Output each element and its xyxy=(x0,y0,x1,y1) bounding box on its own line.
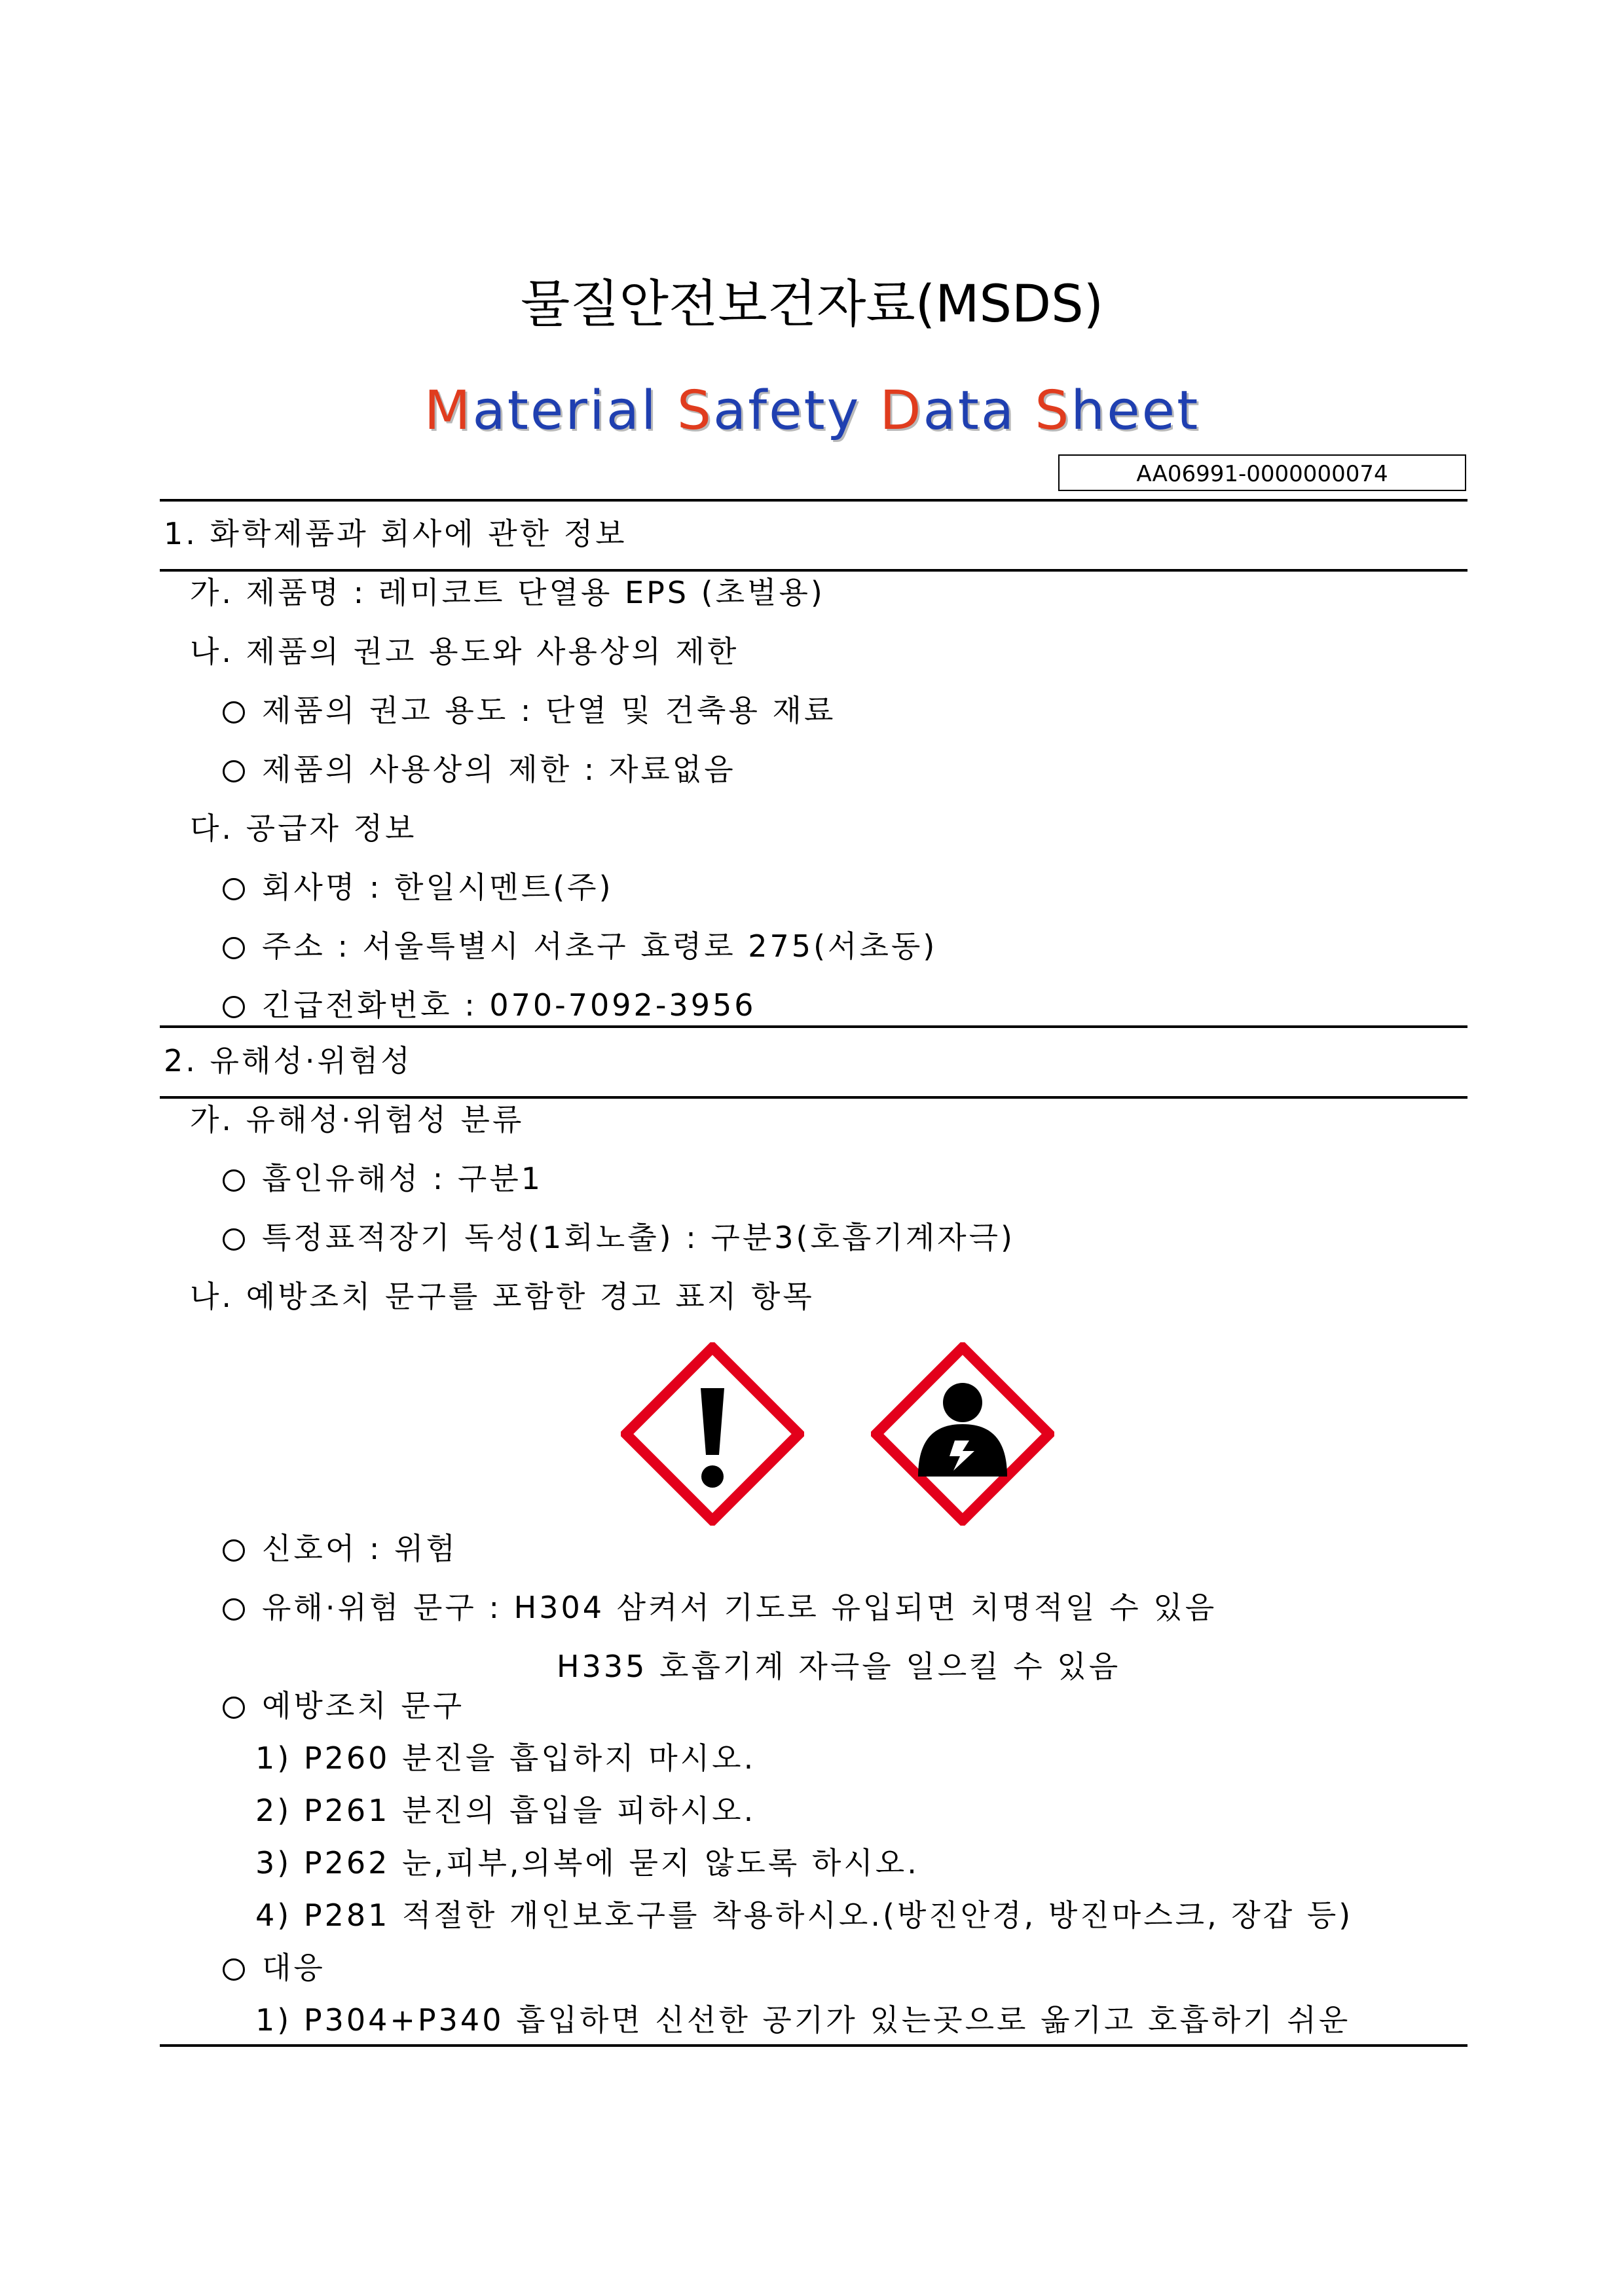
bullet-circle-icon xyxy=(223,701,245,724)
precaution-heading: 예방조치 문구 xyxy=(223,1686,464,1725)
bullet-circle-icon xyxy=(223,1958,245,1981)
bullet-circle-icon xyxy=(223,878,245,900)
document-number-box: AA06991-0000000074 xyxy=(1058,454,1466,491)
section2-heading: 2. 유해성·위험성 xyxy=(164,1043,413,1078)
label-elements-heading: 나. 예방조치 문구를 포함한 경고 표지 항목 xyxy=(190,1279,815,1314)
bullet-circle-icon xyxy=(223,1697,245,1719)
response-heading: 대응 xyxy=(223,1948,325,1987)
section1-top-rule xyxy=(160,499,1467,502)
list-item: 흡인유해성 : 구분1 xyxy=(223,1159,543,1198)
product-name-line: 가. 제품명 : 레미코트 단열용 EPS (초벌용) xyxy=(190,575,825,610)
exclamation-mark-pictogram-icon xyxy=(621,1342,804,1526)
recommended-use-heading: 나. 제품의 권고 용도와 사용상의 제한 xyxy=(190,634,739,669)
document-title-korean: 물질안전보건자료(MSDS) xyxy=(520,275,1104,334)
section2-heading-rule xyxy=(160,1096,1467,1099)
health-hazard-pictogram-icon xyxy=(871,1342,1054,1526)
title-word-data: Data xyxy=(879,380,1016,442)
list-item: 회사명 : 한일시멘트(주) xyxy=(223,868,614,907)
section1-heading: 1. 화학제품과 회사에 관한 정보 xyxy=(164,516,627,551)
hazard-classification-heading: 가. 유해성·위험성 분류 xyxy=(190,1102,525,1137)
list-item: 제품의 권고 용도 : 단열 및 건축용 재료 xyxy=(223,691,836,730)
hazard-statement-h335: H335 호흡기계 자극을 일으킬 수 있음 xyxy=(557,1649,1121,1684)
response-item: 1) P304+P340 흡입하면 신선한 공기가 있는곳으로 옮기고 호흡하기 쉬운 xyxy=(255,2002,1351,2038)
supplier-heading: 다. 공급자 정보 xyxy=(190,811,417,846)
bullet-circle-icon xyxy=(223,1598,245,1621)
list-item: 제품의 사용상의 제한 : 자료없음 xyxy=(223,750,736,789)
bullet-circle-icon xyxy=(223,996,245,1018)
signal-word-line: 신호어 : 위험 xyxy=(223,1529,458,1568)
bullet-circle-icon xyxy=(223,937,245,959)
title-word-material: Material xyxy=(424,380,658,442)
title-word-safety: Safety xyxy=(676,380,861,442)
list-item: 특정표적장기 독성(1회노출) : 구분3(호흡기계자극) xyxy=(223,1218,1015,1257)
page-bottom-rule xyxy=(160,2044,1467,2047)
list-item: 주소 : 서울특별시 서초구 효령로 275(서초동) xyxy=(223,927,937,966)
document-title-english xyxy=(0,378,1624,444)
section1-heading-rule xyxy=(160,569,1467,572)
bullet-circle-icon xyxy=(223,1169,245,1192)
bullet-circle-icon xyxy=(223,1539,245,1562)
bullet-circle-icon xyxy=(223,760,245,782)
precaution-item: 2) P261 분진의 흡입을 피하시오. xyxy=(255,1793,756,1828)
title-word-sheet: Sheet xyxy=(1035,380,1200,442)
list-item: 긴급전화번호 : 070-7092-3956 xyxy=(223,985,756,1025)
bullet-circle-icon xyxy=(223,1228,245,1251)
precaution-item: 4) P281 적절한 개인보호구를 착용하시오.(방진안경, 방진마스크, 장갑 등) xyxy=(255,1898,1354,1933)
section2-top-rule xyxy=(160,1025,1467,1028)
precaution-item: 3) P262 눈,피부,의복에 묻지 않도록 하시오. xyxy=(255,1845,919,1881)
hazard-statement-line: 유해·위험 문구 : H304 삼켜서 기도로 유입되면 치명적일 수 있음 xyxy=(223,1588,1217,1627)
precaution-item: 1) P260 분진을 흡입하지 마시오. xyxy=(255,1740,756,1776)
